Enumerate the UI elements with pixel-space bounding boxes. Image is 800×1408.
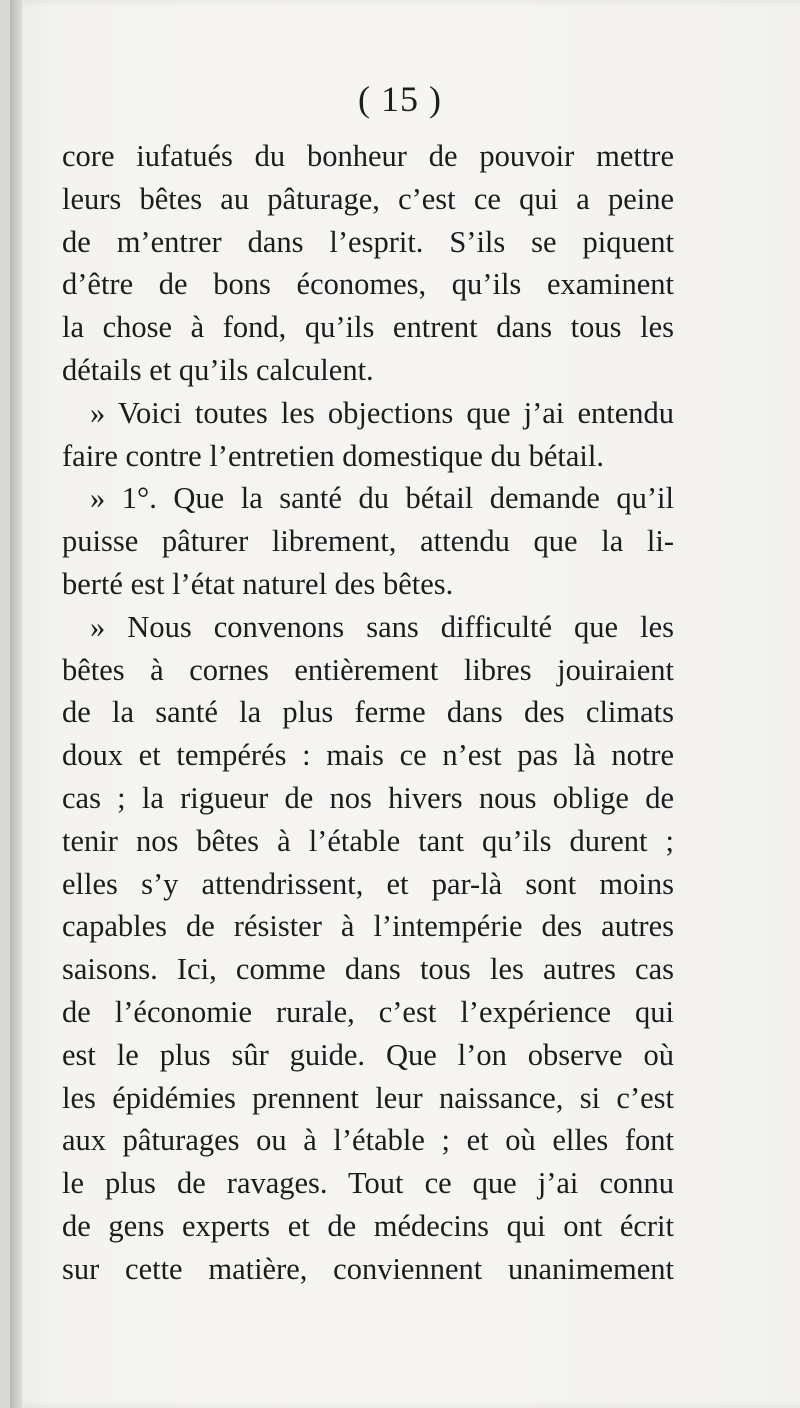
text-line: les épidémies prennent leur naissance, si c’est [62,1080,674,1115]
text-line: capables de résister à l’intempérie des autres [62,909,674,944]
text-line: de gens experts et de médecins qui ont écrit [62,1208,674,1243]
text-line: cas ; la rigueur de nos hivers nous oblige de [62,780,674,815]
text-line: détails et qu’ils calculent. [62,352,374,387]
text-line: » 1°. Que la santé du bétail demande qu’il [90,481,674,516]
text-line: sur cette matière, conviennent unanimement [62,1251,674,1286]
page-gutter [10,0,22,1408]
text-line: de m’entrer dans l’esprit. S’ils se piquent [62,224,674,259]
text-line: » Voici toutes les objections que j’ai entendu [90,395,674,430]
text-line: faire contre l’entretien domestique du bétail. [62,438,605,473]
text-line: puisse pâturer librement, attendu que la li- [62,524,674,559]
text-line: berté est l’état naturel des bêtes. [62,566,454,601]
text-line: core iufatués du bonheur de pouvoir mettre [62,139,674,173]
page-number: ( 15 ) [358,79,442,119]
text-line: le plus de ravages. Tout ce que j’ai connu [62,1166,674,1201]
text-line: de la santé la plus ferme dans des climats [62,695,674,730]
text-line: doux et tempérés : mais ce n’est pas là notre [62,738,674,773]
text-line: bêtes à cornes entièrement libres jouiraient [62,652,674,687]
text-line: la chose à fond, qu’ils entrent dans tous les [62,310,674,345]
text-line: saisons. Ici, comme dans tous les autres cas [62,952,674,987]
text-line: de l’économie rurale, c’est l’expérience qui [62,994,674,1029]
text-line: leurs bêtes au pâturage, c’est ce qui a peine [62,181,674,216]
text-line: aux pâturages ou à l’étable ; et où elles font [62,1123,674,1158]
text-line: » Nous convenons sans difficulté que les [90,609,674,644]
text-line: tenir nos bêtes à l’étable tant qu’ils durent ; [62,823,674,858]
text-line: elles s’y attendrissent, et par-là sont moins [62,866,674,901]
text-line: est le plus sûr guide. Que l’on observe où [62,1037,674,1072]
body-text [62,135,674,1291]
text-line: d’être de bons économes, qu’ils examinent [62,267,674,302]
